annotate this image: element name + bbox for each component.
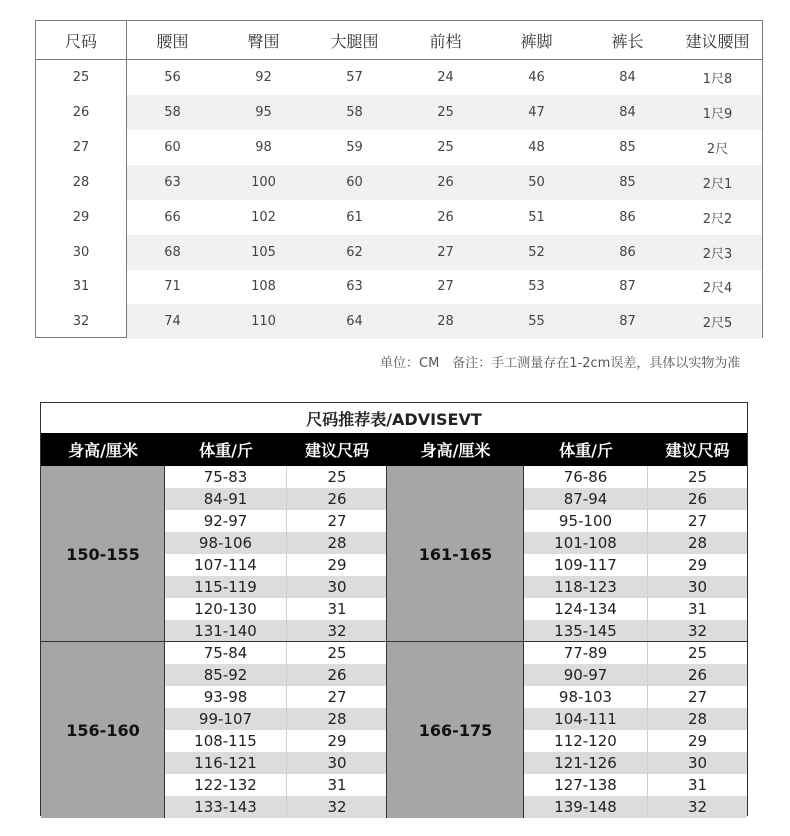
suggested-size-cell: 28 [287,708,387,730]
size-table-cell: 57 [346,70,363,85]
suggested-size-cell: 28 [287,532,387,554]
weight-size-row [524,554,747,576]
size-recommendation-table [40,402,748,816]
suggested-size-cell: 26 [648,664,747,686]
weight-size-row [165,752,387,774]
size-table-cell: 55 [528,314,545,330]
size-table-cell: 85 [619,139,636,155]
weight-size-row [524,466,747,488]
weight-range-cell: 84-91 [165,488,287,510]
size-table-cell: 53 [528,279,545,295]
size-table-cell: 2尺4 [702,281,733,297]
suggested-size-cell: 30 [287,576,387,598]
suggested-size-cell: 31 [687,600,708,618]
weight-range-cell: 116-121 [165,752,287,774]
recommendation-header-cell: 建议尺码 [304,441,369,460]
weight-range-cell: 115-119 [165,576,287,598]
weight-range-cell: 76-86 [524,466,648,488]
recommendation-header-cell: 身高/厘米 [68,441,138,460]
weight-size-row [165,532,387,554]
weight-size-row [524,686,747,708]
weight-size-row [165,796,387,818]
weight-range-cell: 131-140 [165,620,287,642]
size-table-cell: 46 [528,70,545,85]
size-table-cell: 26 [437,209,454,225]
height-range-cell: 156-160 [41,642,165,818]
size-table-cell: 64 [346,314,363,330]
size-table-cell: 2尺3 [702,246,733,262]
suggested-size-cell: 30 [648,752,747,774]
table-divider [41,641,747,642]
size-table-row [36,235,762,270]
weight-size-row [524,532,747,554]
size-table-row [36,165,762,200]
size-table-header-cell: 腰围 [156,31,189,51]
suggested-size-cell: 30 [287,752,387,774]
weight-size-row [165,620,387,642]
size-table-cell: 50 [528,174,545,190]
weight-range-cell: 85-92 [165,664,287,686]
size-table-cell: 63 [164,174,181,190]
weight-range-cell: 118-123 [524,576,648,598]
size-table-cell: 59 [346,139,363,155]
suggested-size-cell: 30 [648,576,747,598]
size-table-cell: 27 [437,279,454,295]
size-table-cell: 1尺8 [702,72,733,87]
size-column-divider [126,21,127,337]
suggested-size-cell: 31 [327,600,347,618]
suggested-size-cell: 28 [648,532,747,554]
weight-size-row [524,598,747,620]
weight-size-row [165,774,387,796]
size-table-cell: 51 [528,209,545,225]
weight-size-row [524,576,747,598]
size-table-cell: 2尺2 [702,211,733,227]
size-table-cell: 2尺 [706,141,729,157]
size-table-header-cell: 建议腰围 [685,31,750,51]
height-range-cell: 166-175 [387,642,524,818]
suggested-size-cell: 28 [648,708,747,730]
weight-range-cell: 108-115 [165,730,287,752]
weight-range-cell: 93-98 [165,686,287,708]
size-table-cell: 92 [255,70,272,85]
weight-range-cell: 122-132 [165,774,287,796]
size-table-cell: 60 [346,174,363,190]
size-table-cell: 30 [72,244,90,260]
weight-size-row [165,598,387,620]
size-table-cell: 74 [164,314,181,330]
weight-size-row [524,796,747,818]
weight-range-cell: 104-111 [524,708,648,730]
weight-range-cell: 99-107 [165,708,287,730]
size-table-cell: 1尺9 [702,106,733,122]
weight-range-cell: 90-97 [524,664,648,686]
size-table-cell: 61 [346,209,363,225]
size-table-cell: 66 [164,209,181,225]
size-table-cell: 110 [251,314,276,330]
weight-size-row [524,510,747,532]
size-table-cell: 31 [72,279,90,295]
suggested-size-cell: 29 [327,556,347,574]
size-table-cell: 47 [528,104,545,120]
weight-size-row [524,774,747,796]
weight-size-row [165,730,387,752]
weight-range-cell: 87-94 [524,488,648,510]
suggested-size-cell: 26 [648,488,747,510]
size-table-cell: 86 [619,244,636,260]
suggested-size-cell: 27 [687,688,708,706]
weight-range-cell: 133-143 [165,796,287,818]
size-table-cell: 52 [528,244,545,260]
recommendation-title: 尺码推荐表/ADVISEVT [306,409,482,429]
size-table-cell: 48 [528,139,545,155]
weight-size-row [524,752,747,774]
size-table-cell: 58 [164,104,181,120]
recommendation-header [41,433,747,466]
suggested-size-cell: 29 [687,732,708,750]
size-table-header-cell: 尺码 [64,31,97,51]
table-divider [164,466,165,818]
suggested-size-cell: 32 [287,796,387,818]
size-table-cell: 95 [255,104,272,120]
suggested-size-cell: 29 [327,732,347,750]
size-table-row [36,130,762,165]
weight-size-row [165,510,387,532]
size-table-row [36,269,762,304]
size-table-cell: 68 [164,244,181,260]
size-table-cell: 71 [164,279,181,295]
weight-range-cell: 139-148 [524,796,648,818]
suggested-size-cell: 29 [687,556,708,574]
weight-range-cell: 135-145 [524,620,648,642]
size-table-cell: 56 [164,70,181,85]
size-table-row [36,200,762,235]
weight-size-row [165,488,387,510]
recommendation-header-cell: 体重/斤 [559,441,613,460]
table-divider [523,466,524,818]
weight-range-cell: 75-84 [165,642,287,664]
size-table-row [36,304,762,339]
size-table-cell: 25 [72,70,90,85]
size-table-cell: 2尺1 [702,176,733,192]
suggested-size-cell: 26 [287,488,387,510]
weight-size-row [524,488,747,510]
height-range-cell: 150-155 [41,466,165,642]
weight-range-cell: 77-89 [524,642,648,664]
weight-range-cell: 107-114 [165,554,287,576]
size-table-cell: 84 [619,70,636,85]
recommendation-header-cell: 体重/斤 [199,441,253,460]
size-table-cell: 98 [255,139,272,155]
size-table-cell: 100 [251,174,276,190]
suggested-size-cell: 32 [648,796,747,818]
size-table-cell: 27 [437,244,454,260]
size-table-cell: 28 [437,314,454,330]
size-table-cell: 60 [164,139,181,155]
size-table-header-cell: 大腿围 [330,31,379,51]
suggested-size-cell: 25 [327,644,347,662]
size-table-cell: 28 [72,174,90,190]
table-divider [386,466,387,818]
suggested-size-cell: 25 [687,644,708,662]
weight-range-cell: 98-106 [165,532,287,554]
weight-size-row [524,708,747,730]
measurement-note: 单位：CM 备注：手工测量存在1-2cm误差，具体以实物为准 [380,356,741,371]
weight-range-cell: 75-83 [165,466,287,488]
recommendation-header-cell: 身高/厘米 [420,441,491,460]
size-table-cell: 25 [437,139,454,155]
weight-size-row [524,620,747,642]
suggested-size-cell: 27 [327,512,347,530]
suggested-size-cell: 25 [327,468,347,486]
weight-range-cell: 121-126 [524,752,648,774]
size-table-cell: 58 [346,104,363,120]
weight-size-row [524,664,747,686]
size-table-cell: 84 [619,104,636,120]
suggested-size-cell: 31 [327,776,347,794]
weight-size-row [165,554,387,576]
suggested-size-cell: 25 [687,468,708,486]
size-table [35,20,763,338]
size-table-row [36,60,762,95]
weight-size-row [524,642,747,664]
suggested-size-cell: 31 [687,776,708,794]
size-table-cell: 2尺5 [702,316,733,332]
size-table-row [36,95,762,130]
size-table-cell: 102 [251,209,276,225]
size-table-cell: 86 [619,209,636,225]
size-table-cell: 62 [346,244,363,260]
size-table-cell: 32 [72,314,90,330]
recommendation-header-cell: 建议尺码 [665,441,730,460]
size-table-cell: 63 [346,279,363,295]
weight-range-cell: 98-103 [524,686,648,708]
size-table-cell: 29 [72,209,90,225]
suggested-size-cell: 26 [287,664,387,686]
size-table-header-cell: 裤脚 [520,31,553,51]
size-table-header-cell: 臀围 [247,31,280,51]
weight-range-cell: 120-130 [165,598,287,620]
weight-range-cell: 127-138 [524,774,648,796]
weight-range-cell: 109-117 [524,554,648,576]
size-table-cell: 105 [251,244,276,260]
size-table-cell: 87 [619,279,636,295]
size-table-cell: 25 [437,104,454,120]
weight-range-cell: 124-134 [524,598,648,620]
size-table-cell: 24 [437,70,454,85]
weight-size-row [165,642,387,664]
size-table-cell: 26 [72,104,90,120]
weight-size-row [165,686,387,708]
size-table-cell: 27 [72,139,90,155]
suggested-size-cell: 27 [327,688,347,706]
size-table-cell: 85 [619,174,636,190]
weight-range-cell: 95-100 [524,510,648,532]
size-table-header [36,21,762,60]
weight-range-cell: 101-108 [524,532,648,554]
weight-range-cell: 92-97 [165,510,287,532]
height-range-cell: 161-165 [387,466,524,642]
weight-size-row [524,730,747,752]
size-table-header-cell: 裤长 [611,31,644,51]
weight-size-row [165,664,387,686]
size-table-cell: 26 [437,174,454,190]
weight-size-row [165,466,387,488]
weight-range-cell: 112-120 [524,730,648,752]
size-table-cell: 108 [251,279,276,295]
size-table-cell: 87 [619,314,636,330]
size-table-header-cell: 前档 [429,31,462,51]
weight-size-row [165,708,387,730]
suggested-size-cell: 27 [687,512,708,530]
suggested-size-cell: 32 [648,620,747,642]
suggested-size-cell: 32 [287,620,387,642]
weight-size-row [165,576,387,598]
